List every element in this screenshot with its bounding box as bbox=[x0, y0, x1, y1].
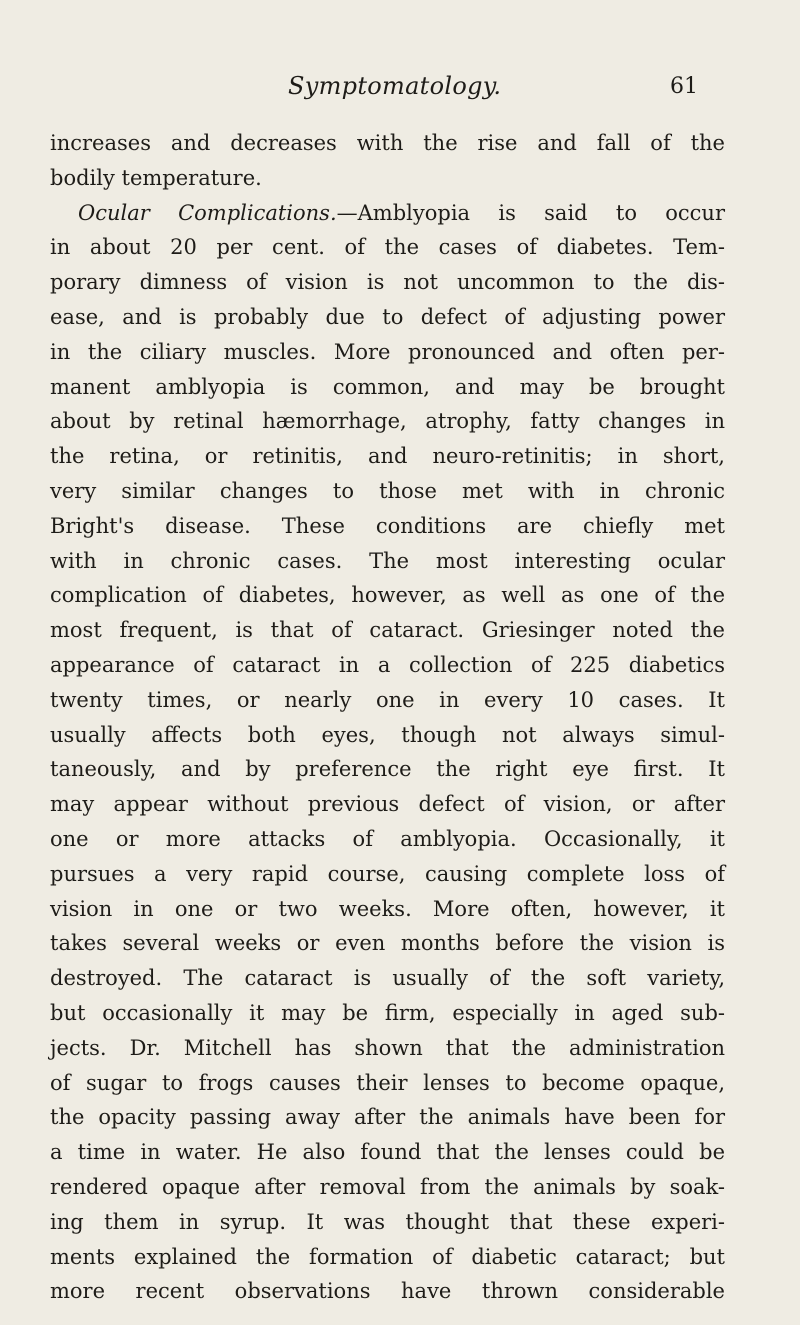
section-lead-text: —Amblyopia is said to occur bbox=[336, 200, 726, 225]
text-line: about by retinal hæmorrhage, atrophy, fatty changes in bbox=[50, 409, 725, 434]
text-line: in about 20 per cent. of the cases of diabetes. Tem- bbox=[50, 235, 725, 260]
text-line: jects. Dr. Mitchell has shown that the administration bbox=[50, 1035, 725, 1060]
section-start-line bbox=[50, 196, 725, 231]
text-line: takes several weeks or even months before the vision is bbox=[50, 931, 725, 956]
text-line: one or more attacks of amblyopia. Occasionally, it bbox=[50, 826, 725, 851]
text-line: increases and decreases with the rise and fall of the bbox=[50, 131, 725, 155]
text-line: of sugar to frogs causes their lenses to become opaque, bbox=[50, 1070, 725, 1095]
text-line: may appear without previous defect of vision, or after bbox=[50, 792, 725, 817]
text-line: usually affects both eyes, though not always simul- bbox=[50, 722, 725, 747]
text-line: more recent observations have thrown considerable bbox=[50, 1279, 725, 1304]
text-line: complication of diabetes, however, as well as one of the bbox=[50, 583, 725, 608]
text-line: but occasionally it may be firm, especially in aged sub- bbox=[50, 1000, 725, 1025]
text-line: very similar changes to those met with in chronic bbox=[50, 478, 725, 503]
text-line: ease, and is probably due to defect of adjusting power bbox=[50, 304, 725, 329]
running-head-title: Symptomatology. bbox=[288, 72, 502, 100]
text-line: a time in water. He also found that the lenses could be bbox=[50, 1140, 725, 1165]
text-line: porary dimness of vision is not uncommon to the dis- bbox=[50, 270, 725, 295]
text-line: ments explained the formation of diabetic cataract; but bbox=[50, 1244, 725, 1269]
text-line: with in chronic cases. The most interesting ocular bbox=[50, 548, 725, 573]
text-line: pursues a very rapid course, causing complete loss of bbox=[50, 861, 725, 886]
page-number: 61 bbox=[670, 74, 698, 99]
body-text bbox=[50, 126, 725, 1309]
text-line: the opacity passing away after the animals have been for bbox=[50, 1105, 725, 1130]
text-line: the retina, or retinitis, and neuro-retinitis; in short, bbox=[50, 444, 725, 469]
text-line: vision in one or two weeks. More often, however, it bbox=[50, 896, 725, 921]
running-head bbox=[0, 72, 800, 112]
text-line: Bright's disease. These conditions are chiefly met bbox=[50, 513, 725, 538]
text-line: most frequent, is that of cataract. Griesinger noted the bbox=[50, 618, 725, 643]
text-line: twenty times, or nearly one in every 10 cases. It bbox=[50, 687, 725, 712]
text-line: ing them in syrup. It was thought that these experi- bbox=[50, 1209, 725, 1234]
text-line: appearance of cataract in a collection of 225 diabetics bbox=[50, 652, 725, 677]
text-line: rendered opaque after removal from the animals by soak- bbox=[50, 1174, 725, 1199]
text-line: taneously, and by preference the right eye first. It bbox=[50, 757, 725, 782]
text-line: destroyed. The cataract is usually of the soft variety, bbox=[50, 966, 725, 991]
text-line: in the ciliary muscles. More pronounced and often per- bbox=[50, 339, 725, 364]
text-line: manent amblyopia is common, and may be brought bbox=[50, 374, 725, 399]
text-line: bodily temperature. bbox=[50, 165, 262, 190]
section-heading: Ocular Complications. bbox=[78, 200, 337, 225]
